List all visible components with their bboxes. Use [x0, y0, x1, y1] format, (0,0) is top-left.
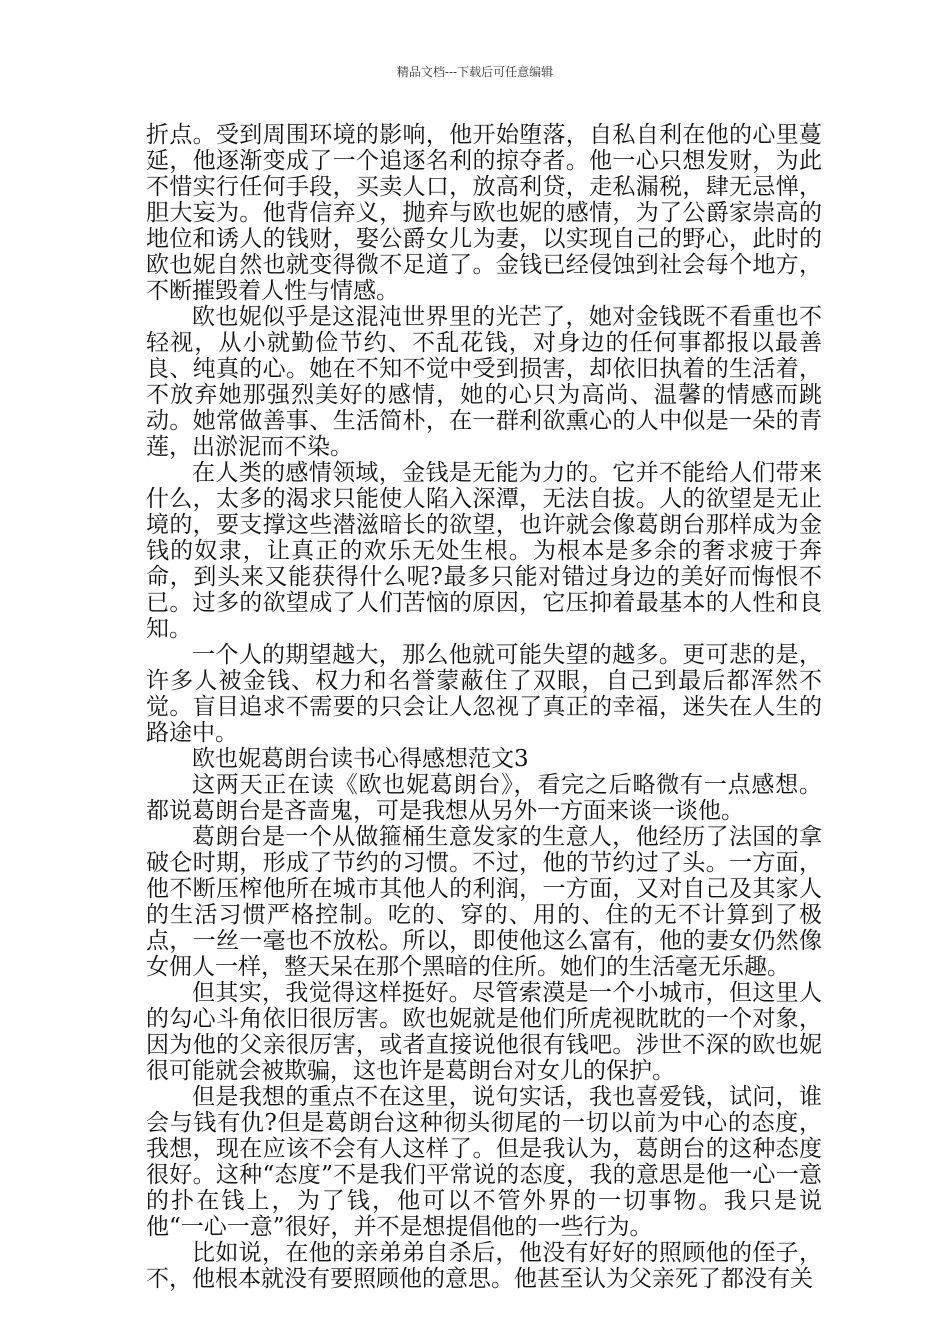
paragraph-9: 比如说，在他的亲弟弟自杀后，他没有好好的照顾他的侄子，不，他根本就没有要照顾他的意思。他甚至认为父亲死了都没有关: [146, 1240, 822, 1292]
section-title: 欧也妮葛朗台读书心得感想范文3: [192, 746, 529, 772]
paragraph-3: 在人类的感情领域，金钱是无能为力的。它并不能给人们带来什么，太多的渴求只能使人陷入深潭，无法自拔。人的欲望是无止境的，要支撑这些潜滋暗长的欲望，也许就会像葛朗台那样成为金钱的奴隶，让真正的欢乐无处生根。为根本是多余的奢求疲于奔命，到头来又能获得什么呢?最多只能对错过身边的美好而悔恨不已。过多的欲望成了人们苦恼的原因，它压抑着最基本的人性和良知。: [146, 460, 822, 642]
paragraph-8: 但是我想的重点不在这里，说句实话，我也喜爱钱，试问，谁会与钱有仇?但是葛朗台这种彻头彻尾的一切以前为中心的态度，我想，现在应该不会有人这样了。但是我认为，葛朗台的这种态度很好。这种“态度”不是我们平常说的态度，我的意思是他一心一意的扑在钱上，为了钱，他可以不管外界的一切事物。我只是说他“一心一意”很好，并不是想提倡他的一些行为。: [146, 1084, 822, 1240]
paragraph-1: 折点。受到周围环境的影响，他开始堕落，自私自利在他的心里蔓延，他逐渐变成了一个追逐名利的掠夺者。他一心只想发财，为此不惜实行任何手段，买卖人口，放高利贷，走私漏税，肆无忌惮，胆大妄为。他背信弃义，抛弃与欧也妮的感情，为了公爵家崇高的地位和诱人的钱财，娶公爵女儿为妻，以实现自己的野心，此时的欧也妮自然也就变得微不足道了。金钱已经侵蚀到社会每个地方，不断摧毁着人性与情感。: [146, 122, 822, 304]
document-body: [146, 122, 822, 1292]
paragraph-7: 但其实，我觉得这样挺好。尽管索漠是一个小城市，但这里人的勾心斗角依旧很厉害。欧也妮就是他们所虎视眈眈的一个对象，因为他的父亲很厉害，或者直接说他很有钱吧。涉世不深的欧也妮很可能就会被欺骗，这也许是葛朗台对女儿的保护。: [146, 980, 822, 1084]
paragraph-5: 这两天正在读《欧也妮葛朗台》，看完之后略微有一点感想。都说葛朗台是吝啬鬼，可是我想从另外一方面来谈一谈他。: [146, 772, 822, 824]
page-header: 精品文档---下载后可任意编辑: [396, 65, 554, 79]
paragraph-6: 葛朗台是一个从做箍桶生意发家的生意人，他经历了法国的拿破仑时期，形成了节约的习惯。不过，他的节约过了头。一方面，他不断压榨他所在城市其他人的利润，一方面，又对自己及其家人的生活习惯严格控制。吃的、穿的、用的、住的无不计算到了极点，一丝一毫也不放松。所以，即使他这么富有，他的妻女仍然像女佣人一样，整天呆在那个黑暗的住所。她们的生活毫无乐趣。: [146, 824, 822, 980]
paragraph-2: 欧也妮似乎是这混沌世界里的光芒了，她对金钱既不看重也不轻视，从小就勤俭节约、不乱花钱，对身边的任何事都报以最善良、纯真的心。她在不知不觉中受到损害，却依旧执着的生活着，不放弃她那强烈美好的感情，她的心只为高尚、温馨的情感而跳动。她常做善事、生活简朴，在一群利欲熏心的人中似是一朵的青莲，出淤泥而不染。: [146, 304, 822, 460]
paragraph-4: 一个人的期望越大，那么他就可能失望的越多。更可悲的是，许多人被金钱、权力和名誉蒙蔽住了双眼，自己到最后都浑然不觉。盲目追求不需要的只会让人忽视了真正的幸福，迷失在人生的路途中。: [146, 642, 822, 746]
